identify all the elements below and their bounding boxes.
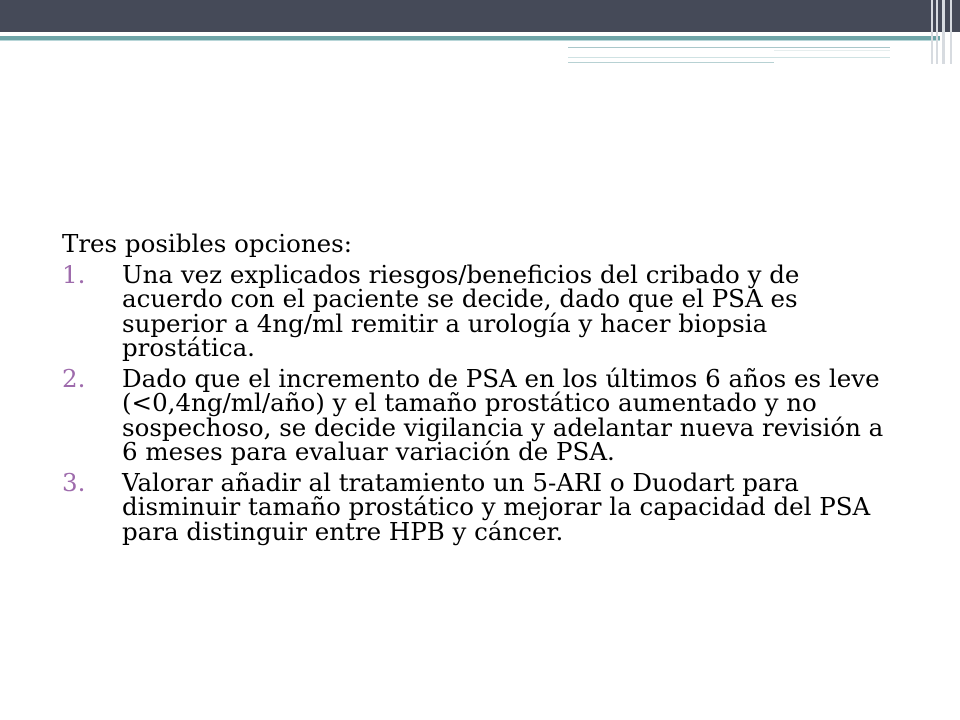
- list-item-number: 2.: [62, 363, 86, 393]
- header-rule: [774, 50, 890, 51]
- list-item: [62, 363, 902, 466]
- header-accent-line-light: [0, 40, 940, 41]
- list-item-text: Una vez explicados riesgos/beneficios del cribado y de acuerdo con el paciente se decide, dado que el PSA es superior a 4ng/ml remitir a urología y hacer biopsia prostática.: [122, 259, 800, 362]
- slide-body: [62, 229, 902, 546]
- header-rule: [568, 62, 774, 63]
- header-vertical-bar: [950, 0, 952, 64]
- header-rule: [568, 57, 890, 58]
- header-rule: [568, 47, 890, 48]
- list-item: [62, 467, 902, 546]
- list-item-number: 3.: [62, 467, 86, 497]
- intro-text: Tres posibles opciones:: [62, 229, 352, 258]
- header-vertical-bar: [942, 0, 945, 64]
- header-vertical-bar: [936, 0, 938, 64]
- list-item-number: 1.: [62, 259, 86, 289]
- header-vertical-bar: [931, 0, 933, 64]
- list-item-text: Dado que el incremento de PSA en los últimos 6 años es leve (<0,4ng/ml/año) y el tamaño prostático aumentado y no sospechoso, se decide vigilancia y adelantar nueva revisión a 6 meses para evaluar variación de PSA.: [122, 363, 884, 466]
- options-list: [62, 259, 902, 546]
- list-item: [62, 259, 902, 362]
- header-bar: [0, 0, 960, 32]
- list-item-text: Valorar añadir al tratamiento un 5-ARI o Duodart para disminuir tamaño prostático y mejorar la capacidad del PSA para distinguir entre HPB y cáncer.: [122, 467, 871, 546]
